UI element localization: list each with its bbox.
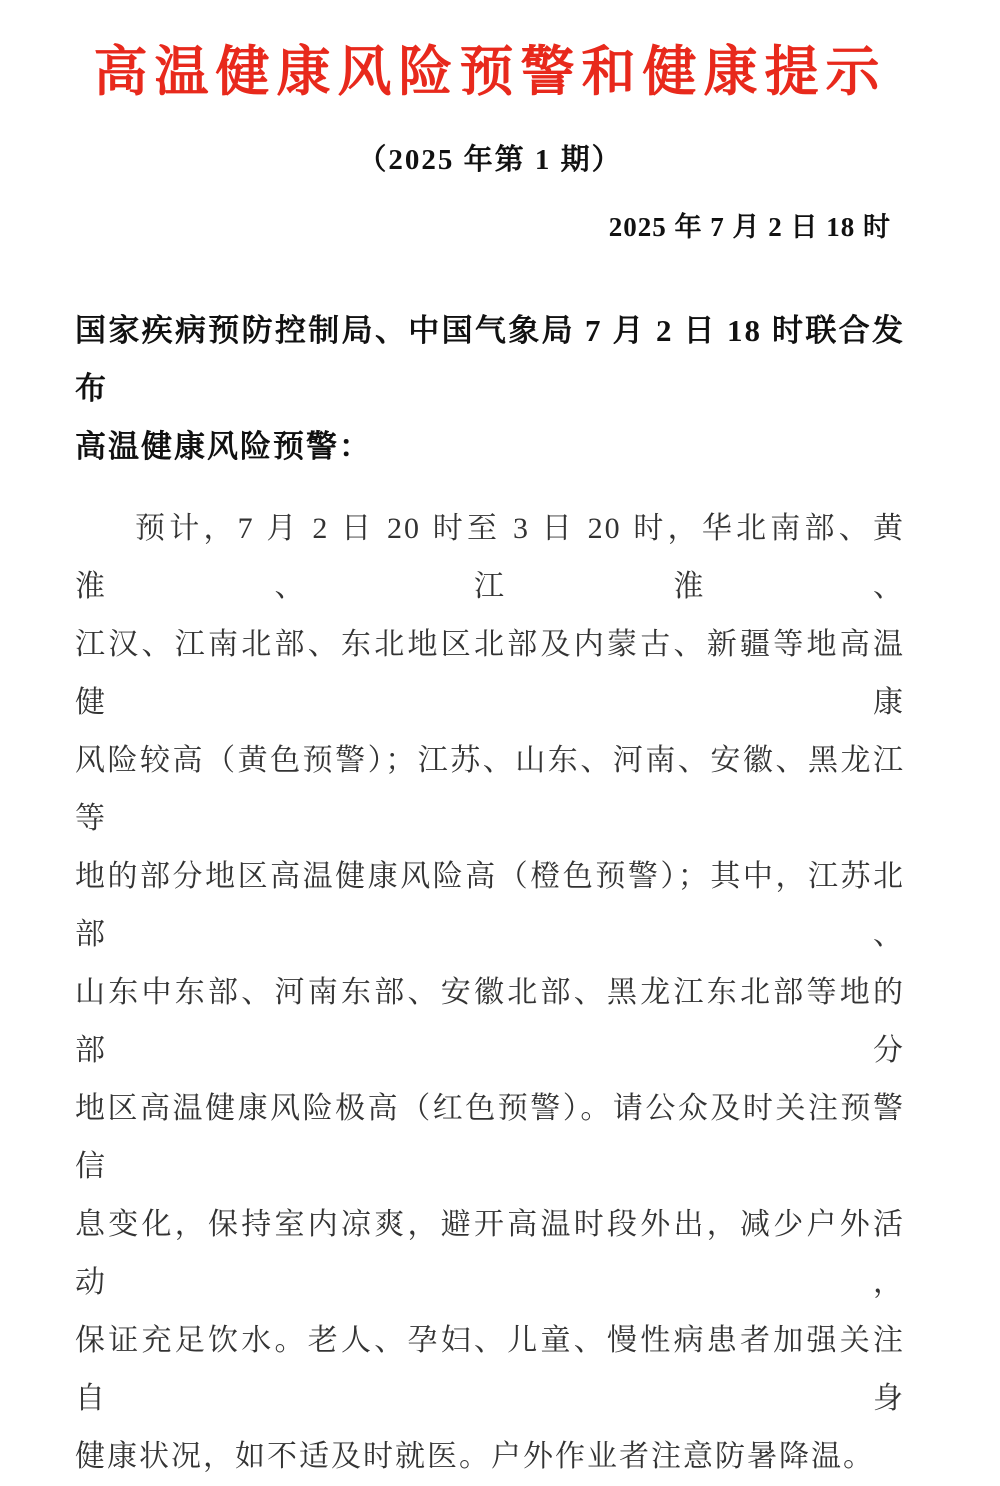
body-line: 风险较高（黄色预警）；江苏、山东、河南、安徽、黑龙江等 <box>75 744 905 835</box>
warning-body-paragraph <box>75 500 905 1486</box>
issuing-agencies-heading <box>75 302 905 476</box>
body-line: 息变化，保持室内凉爽，避开高温时段外出，减少户外活动， <box>75 1208 905 1299</box>
body-line: 预计，7 月 2 日 20 时至 3 日 20 时，华北南部、黄淮、江淮、 <box>75 512 905 603</box>
heading-line: 高温健康风险预警： <box>75 429 372 464</box>
body-line: 山东中东部、河南东部、安徽北部、黑龙江东北部等地的部分 <box>75 976 905 1067</box>
body-line: 保证充足饮水。老人、孕妇、儿童、慢性病患者加强关注自身 <box>75 1324 905 1415</box>
body-line: 地区高温健康风险极高（红色预警）。请公众及时关注预警信 <box>75 1092 905 1183</box>
document-content <box>0 40 1000 1486</box>
document-title: 高温健康风险预警和健康提示 <box>93 42 887 102</box>
issue-number: （2025 年第 1 期） <box>357 144 623 176</box>
document-page <box>0 40 1000 1473</box>
body-line: 地的部分地区高温健康风险高（橙色预警）；其中，江苏北部、 <box>75 860 905 951</box>
heading-line: 国家疾病预防控制局、中国气象局 7 月 2 日 18 时联合发布 <box>75 313 905 406</box>
body-line: 江汉、江南北部、东北地区北部及内蒙古、新疆等地高温健康 <box>75 628 905 719</box>
body-line: 健康状况，如不适及时就医。户外作业者注意防暑降温。 <box>75 1440 875 1473</box>
publish-datetime: 2025 年 7 月 2 日 18 时 <box>608 212 891 242</box>
